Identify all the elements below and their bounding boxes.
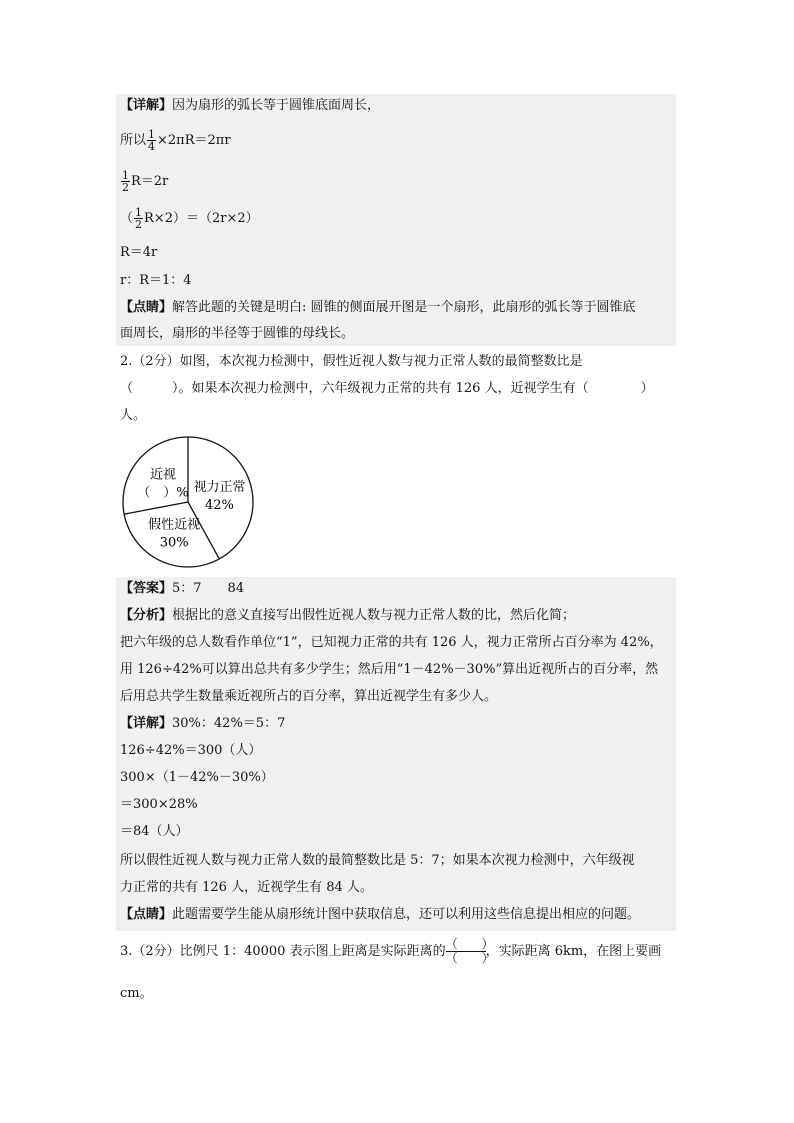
fraction-one-quarter (147, 129, 156, 152)
detail-1-text: 因为扇形的弧长等于圆锥底面周长， (172, 98, 381, 113)
pie-value-pseudo-myopia: 30% (159, 535, 189, 551)
pie-label-normal: 视力正常 (193, 479, 246, 495)
equation-5: r：R＝1：4 (120, 273, 192, 288)
equation-2 (120, 169, 168, 195)
analysis-2-line4: 后用总共学生数量乘近视所占的百分率，算出近视学生有多少人。 (120, 689, 498, 704)
note-1-line1: 解答此题的关键是明白: 圆锥的侧面展开图是一个扇形，此扇形的弧长等于圆锥底 (172, 300, 636, 315)
fraction-numerator: 1 (122, 169, 129, 182)
detail-2-line3: 300×（1－42%－30%） (120, 770, 274, 785)
fraction-denominator: 2 (122, 181, 129, 194)
equation-3-suffix: R×2）＝（2r×2） (144, 211, 259, 226)
blank-fraction-numerator: （ ） (445, 937, 494, 951)
blank-fraction (445, 937, 494, 965)
analysis-2 (120, 607, 575, 625)
detail-2-line5: ＝84（人） (120, 824, 189, 839)
pie-value-normal: 42% (205, 497, 234, 513)
question-3-line1 (120, 936, 661, 968)
detail-2-tag: 【详解】 (120, 716, 173, 731)
fraction-numerator: 1 (148, 128, 156, 141)
equation-2-suffix: R＝2r (131, 174, 169, 189)
note-2 (120, 906, 640, 924)
detail-2-line4: ＝300×28% (120, 797, 198, 812)
question-3-prefix: 3.（2分）比例尺 1：40000 表示图上距离是实际距离的 (120, 944, 446, 959)
fraction-numerator: 1 (135, 206, 143, 219)
conclusion-2-line2: 力正常的共有 126 人，近视学生有 84 人。 (120, 880, 373, 895)
question-2-line1: 2.（2分）如图，本次视力检测中，假性近视人数与视力正常人数的最简整数比是 (120, 354, 583, 369)
pie-label-pseudo-myopia: 假性近视 (148, 517, 201, 533)
detail-1 (120, 97, 380, 115)
question-2-line2: （ ）。如果本次视力检测中，六年级视力正常的共有 126 人，近视学生有（ ） (120, 381, 654, 396)
fraction-one-half (121, 170, 130, 193)
equation-1-suffix: ×2πR＝2πr (157, 133, 231, 148)
analysis-2-line1: 根据比的意义直接写出假性近视人数与视力正常人数的比，然后化简； (172, 608, 576, 623)
fraction-denominator: 2 (135, 218, 143, 231)
answer-2-tag: 【答案】 (120, 581, 173, 596)
note-1-tag: 【点睛】 (120, 300, 173, 315)
note-1-line2: 面周长，扇形的半径等于圆锥的母线长。 (120, 326, 355, 341)
note-1 (120, 299, 636, 317)
detail-2-line1: 30%：42%＝5：7 (172, 716, 286, 731)
equation-3 (120, 206, 259, 232)
pie-value-myopia: （ ）% (137, 485, 189, 501)
question-3-suffix: ，实际距离 6km，在图上要画 (485, 944, 662, 959)
detail-1-tag: 【详解】 (120, 98, 173, 113)
fraction-one-half (134, 207, 143, 230)
equation-4: R＝4r (120, 245, 158, 260)
answer-2-text: 5：7 84 (172, 581, 245, 596)
note-2-tag: 【点睛】 (120, 907, 173, 922)
answer-2 (120, 580, 244, 598)
question-3-line2: cm。 (120, 986, 153, 1001)
note-2-text: 此题需要学生能从扇形统计图中获取信息，还可以利用这些信息提出相应的问题。 (172, 907, 641, 922)
pie-chart (118, 432, 258, 572)
pie-label-myopia: 近视 (149, 467, 176, 483)
analysis-2-line2: 把六年级的总人数看作单位“1”，已知视力正常的共有 126 人，视力正常所占百分率为 42%， (120, 635, 663, 650)
analysis-2-line3: 用 126÷42%可以算出总共有多少学生；然后用“1－42%－30%”算出近视所占的百分率，然 (120, 662, 659, 677)
analysis-2-tag: 【分析】 (120, 608, 173, 623)
equation-1-prefix: 所以 (120, 133, 147, 148)
blank-fraction-denominator: （ ） (445, 951, 494, 965)
equation-1 (120, 128, 231, 154)
equation-3-prefix: （ (120, 211, 134, 226)
conclusion-2-line1: 所以假性近视人数与视力正常人数的最简整数比是 5：7；如果本次视力检测中，六年级视 (120, 853, 635, 868)
detail-2 (120, 715, 285, 733)
fraction-denominator: 4 (148, 140, 156, 153)
question-2-line3: 人。 (120, 408, 147, 423)
detail-2-line2: 126÷42%＝300（人） (120, 743, 262, 758)
